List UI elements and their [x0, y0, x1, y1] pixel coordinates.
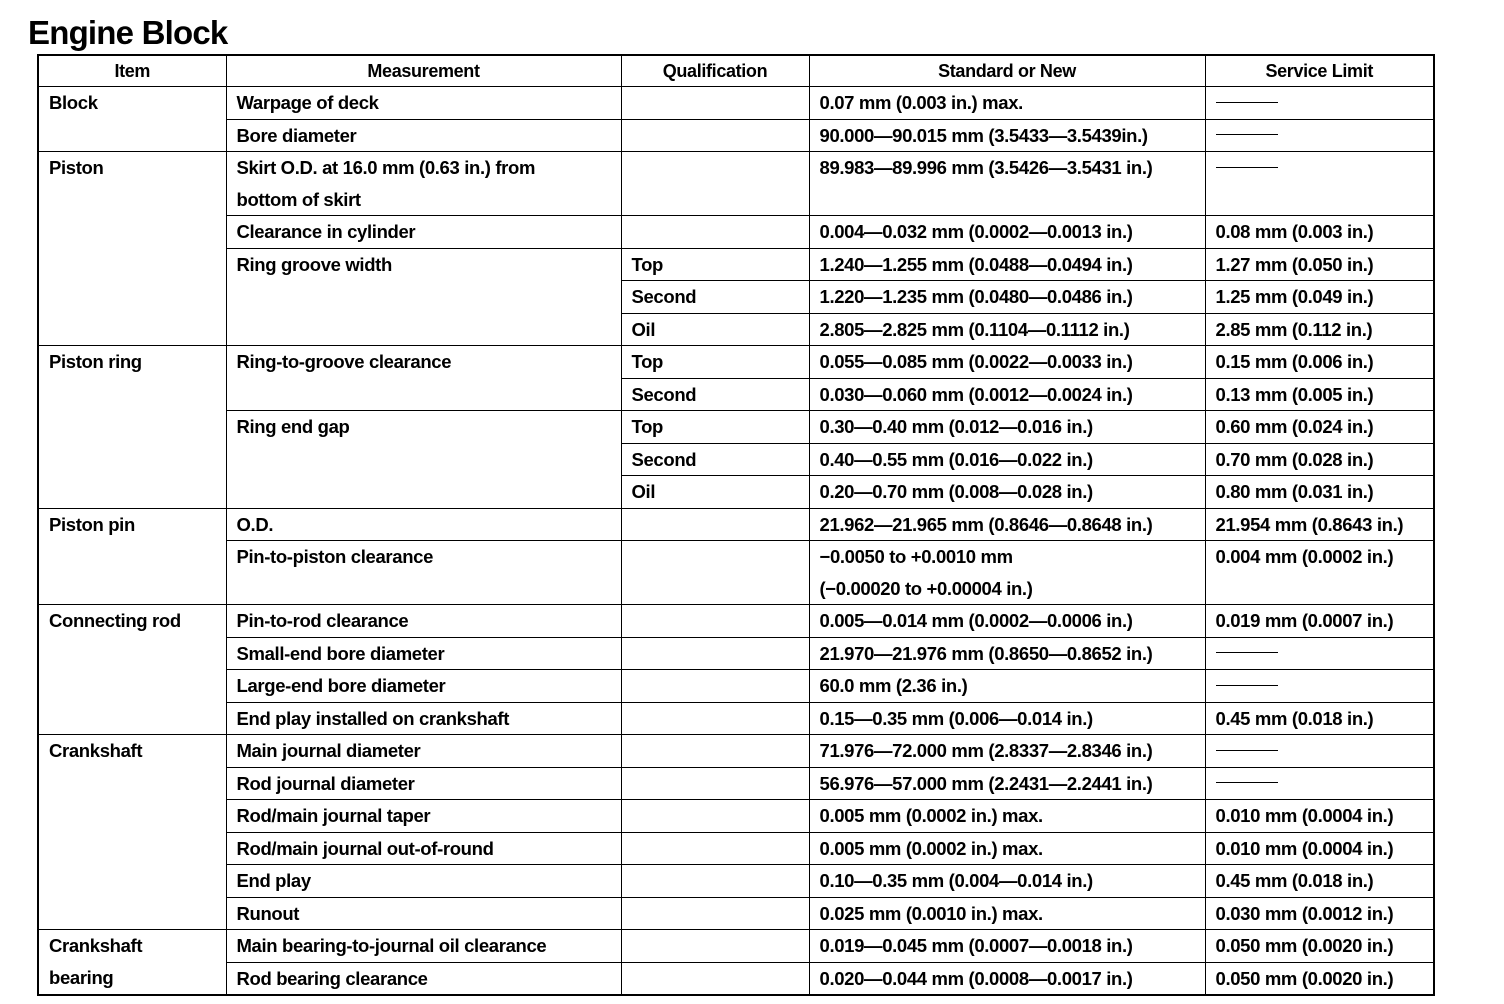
standard-cell: 60.0 mm (2.36 in.)	[809, 670, 1205, 703]
table-row	[38, 508, 1434, 541]
no-limit-dash	[1216, 134, 1278, 135]
table-row	[38, 637, 1434, 670]
table-row	[38, 605, 1434, 638]
table-row	[38, 87, 1434, 120]
qualification-cell	[621, 735, 809, 768]
standard-cell: 56.976—57.000 mm (2.2431—2.2441 in.)	[809, 767, 1205, 800]
service-limit-cell: 1.25 mm (0.049 in.)	[1205, 281, 1434, 314]
qualification-cell	[621, 702, 809, 735]
header-standard: Standard or New	[809, 55, 1205, 87]
qualification-cell: Second	[621, 378, 809, 411]
table-row	[38, 702, 1434, 735]
standard-cell: 0.004—0.032 mm (0.0002—0.0013 in.)	[809, 216, 1205, 249]
table-row	[38, 248, 1434, 281]
qualification-cell: Top	[621, 411, 809, 444]
header-service-limit: Service Limit	[1205, 55, 1434, 87]
service-limit-cell: 0.45 mm (0.018 in.)	[1205, 702, 1434, 735]
standard-cell: 0.20—0.70 mm (0.008—0.028 in.)	[809, 476, 1205, 509]
standard-cell: 21.962—21.965 mm (0.8646—0.8648 in.)	[809, 508, 1205, 541]
header-item: Item	[38, 55, 226, 87]
table-row	[38, 865, 1434, 898]
measurement-cell: Ring groove width	[226, 248, 621, 346]
service-limit-cell: 21.954 mm (0.8643 in.)	[1205, 508, 1434, 541]
standard-cell: −0.0050 to +0.0010 mm (−0.00020 to +0.00004 in.)	[809, 541, 1205, 605]
qualification-cell	[621, 216, 809, 249]
qualification-cell	[621, 508, 809, 541]
measurement-cell: Main journal diameter	[226, 735, 621, 768]
standard-cell: 0.030—0.060 mm (0.0012—0.0024 in.)	[809, 378, 1205, 411]
service-limit-cell	[1205, 735, 1434, 768]
table-row	[38, 541, 1434, 605]
qualification-cell	[621, 87, 809, 120]
service-limit-cell: 0.45 mm (0.018 in.)	[1205, 865, 1434, 898]
standard-cell: 0.019—0.045 mm (0.0007—0.0018 in.)	[809, 930, 1205, 963]
qualification-cell	[621, 670, 809, 703]
item-cell: Piston	[38, 152, 226, 346]
table-row	[38, 119, 1434, 152]
service-limit-cell: 0.050 mm (0.0020 in.)	[1205, 962, 1434, 995]
measurement-cell: Rod/main journal out-of-round	[226, 832, 621, 865]
qualification-cell	[621, 962, 809, 995]
measurement-cell: O.D.	[226, 508, 621, 541]
no-limit-dash	[1216, 750, 1278, 751]
measurement-cell: Clearance in cylinder	[226, 216, 621, 249]
service-limit-cell	[1205, 152, 1434, 216]
qualification-cell	[621, 930, 809, 963]
no-limit-dash	[1216, 685, 1278, 686]
measurement-cell: Skirt O.D. at 16.0 mm (0.63 in.) from bottom of skirt	[226, 152, 621, 216]
qualification-cell	[621, 152, 809, 216]
no-limit-dash	[1216, 167, 1278, 168]
service-limit-cell: 0.80 mm (0.031 in.)	[1205, 476, 1434, 509]
table-row	[38, 152, 1434, 216]
qualification-cell	[621, 865, 809, 898]
item-cell: Block	[38, 87, 226, 152]
table-row	[38, 346, 1434, 379]
qualification-cell: Oil	[621, 313, 809, 346]
header-measurement: Measurement	[226, 55, 621, 87]
qualification-cell: Second	[621, 443, 809, 476]
table-row	[38, 930, 1434, 963]
qualification-cell	[621, 767, 809, 800]
standard-cell: 0.020—0.044 mm (0.0008—0.0017 in.)	[809, 962, 1205, 995]
table-row	[38, 962, 1434, 995]
no-limit-dash	[1216, 782, 1278, 783]
standard-cell: 0.005 mm (0.0002 in.) max.	[809, 832, 1205, 865]
qualification-cell	[621, 897, 809, 930]
measurement-cell: Main bearing-to-journal oil clearance	[226, 930, 621, 963]
measurement-cell: Pin-to-piston clearance	[226, 541, 621, 605]
service-limit-cell	[1205, 767, 1434, 800]
measurement-cell: End play installed on crankshaft	[226, 702, 621, 735]
service-limit-cell: 0.08 mm (0.003 in.)	[1205, 216, 1434, 249]
service-limit-cell: 0.70 mm (0.028 in.)	[1205, 443, 1434, 476]
measurement-cell: Ring-to-groove clearance	[226, 346, 621, 411]
table-row	[38, 216, 1434, 249]
table-row	[38, 767, 1434, 800]
item-cell: Piston pin	[38, 508, 226, 605]
service-limit-cell: 0.010 mm (0.0004 in.)	[1205, 832, 1434, 865]
service-limit-cell: 0.019 mm (0.0007 in.)	[1205, 605, 1434, 638]
service-limit-cell: 0.13 mm (0.005 in.)	[1205, 378, 1434, 411]
table-row	[38, 411, 1434, 444]
measurement-cell: Warpage of deck	[226, 87, 621, 120]
measurement-cell: Bore diameter	[226, 119, 621, 152]
qualification-cell	[621, 541, 809, 605]
page-title: Engine Block	[28, 14, 228, 51]
standard-cell: 0.30—0.40 mm (0.012—0.016 in.)	[809, 411, 1205, 444]
no-limit-dash	[1216, 652, 1278, 653]
qualification-cell	[621, 605, 809, 638]
measurement-cell: Runout	[226, 897, 621, 930]
service-limit-cell: 0.004 mm (0.0002 in.)	[1205, 541, 1434, 605]
header-row	[38, 55, 1434, 87]
item-cell: Crankshaft bearing	[38, 930, 226, 996]
standard-cell: 0.005 mm (0.0002 in.) max.	[809, 800, 1205, 833]
standard-cell: 1.240—1.255 mm (0.0488—0.0494 in.)	[809, 248, 1205, 281]
measurement-cell: Small-end bore diameter	[226, 637, 621, 670]
service-limit-cell	[1205, 119, 1434, 152]
qualification-cell: Oil	[621, 476, 809, 509]
qualification-cell	[621, 119, 809, 152]
standard-cell: 0.025 mm (0.0010 in.) max.	[809, 897, 1205, 930]
item-cell: Crankshaft	[38, 735, 226, 930]
standard-cell: 2.805—2.825 mm (0.1104—0.1112 in.)	[809, 313, 1205, 346]
qualification-cell: Top	[621, 346, 809, 379]
measurement-cell: Large-end bore diameter	[226, 670, 621, 703]
measurement-cell: End play	[226, 865, 621, 898]
table-row	[38, 897, 1434, 930]
standard-cell: 0.40—0.55 mm (0.016—0.022 in.)	[809, 443, 1205, 476]
service-limit-cell	[1205, 87, 1434, 120]
engine-block-spec-table	[37, 54, 1435, 996]
table-row	[38, 832, 1434, 865]
service-limit-cell: 0.60 mm (0.024 in.)	[1205, 411, 1434, 444]
item-cell: Connecting rod	[38, 605, 226, 735]
standard-cell: 89.983—89.996 mm (3.5426—3.5431 in.)	[809, 152, 1205, 216]
qualification-cell	[621, 637, 809, 670]
service-limit-cell: 0.010 mm (0.0004 in.)	[1205, 800, 1434, 833]
header-qualification: Qualification	[621, 55, 809, 87]
service-limit-cell: 0.15 mm (0.006 in.)	[1205, 346, 1434, 379]
table-row	[38, 670, 1434, 703]
measurement-cell: Rod/main journal taper	[226, 800, 621, 833]
qualification-cell	[621, 832, 809, 865]
standard-cell: 0.07 mm (0.003 in.) max.	[809, 87, 1205, 120]
qualification-cell: Top	[621, 248, 809, 281]
service-limit-cell: 0.030 mm (0.0012 in.)	[1205, 897, 1434, 930]
measurement-cell: Pin-to-rod clearance	[226, 605, 621, 638]
qualification-cell	[621, 800, 809, 833]
service-limit-cell: 0.050 mm (0.0020 in.)	[1205, 930, 1434, 963]
measurement-cell: Rod bearing clearance	[226, 962, 621, 995]
item-cell: Piston ring	[38, 346, 226, 509]
table-row	[38, 800, 1434, 833]
qualification-cell: Second	[621, 281, 809, 314]
measurement-cell: Rod journal diameter	[226, 767, 621, 800]
standard-cell: 0.005—0.014 mm (0.0002—0.0006 in.)	[809, 605, 1205, 638]
standard-cell: 71.976—72.000 mm (2.8337—2.8346 in.)	[809, 735, 1205, 768]
standard-cell: 0.10—0.35 mm (0.004—0.014 in.)	[809, 865, 1205, 898]
service-limit-cell	[1205, 670, 1434, 703]
table-row	[38, 735, 1434, 768]
service-limit-cell	[1205, 637, 1434, 670]
standard-cell: 0.055—0.085 mm (0.0022—0.0033 in.)	[809, 346, 1205, 379]
service-limit-cell: 2.85 mm (0.112 in.)	[1205, 313, 1434, 346]
standard-cell: 90.000—90.015 mm (3.5433—3.5439in.)	[809, 119, 1205, 152]
measurement-cell: Ring end gap	[226, 411, 621, 509]
standard-cell: 21.970—21.976 mm (0.8650—0.8652 in.)	[809, 637, 1205, 670]
standard-cell: 1.220—1.235 mm (0.0480—0.0486 in.)	[809, 281, 1205, 314]
standard-cell: 0.15—0.35 mm (0.006—0.014 in.)	[809, 702, 1205, 735]
service-limit-cell: 1.27 mm (0.050 in.)	[1205, 248, 1434, 281]
no-limit-dash	[1216, 102, 1278, 103]
